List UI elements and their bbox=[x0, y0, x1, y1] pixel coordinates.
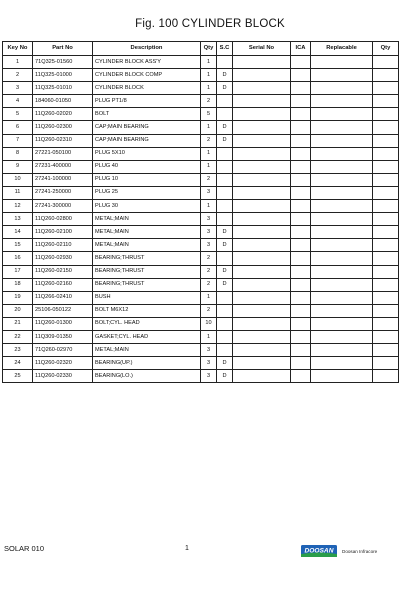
part-no-cell: 27231-400000 bbox=[33, 160, 93, 173]
sc-cell bbox=[217, 56, 233, 69]
replacable-cell bbox=[311, 121, 373, 134]
qty-2-cell bbox=[373, 265, 399, 278]
description-cell: BEARING(LO.) bbox=[93, 370, 201, 383]
table-row bbox=[3, 239, 399, 252]
ica-cell bbox=[291, 82, 311, 95]
part-no-cell: 11Q309-01350 bbox=[33, 330, 93, 343]
qty-2-cell bbox=[373, 160, 399, 173]
serial-no-cell bbox=[233, 69, 291, 82]
description-cell: METAL;MAIN bbox=[93, 344, 201, 357]
description-cell: PLUG 10 bbox=[93, 173, 201, 186]
part-no-cell: 11Q260-02320 bbox=[33, 357, 93, 370]
serial-no-cell bbox=[233, 357, 291, 370]
col-serial-no: Serial No bbox=[233, 42, 291, 56]
sc-cell: D bbox=[217, 357, 233, 370]
serial-no-cell bbox=[233, 330, 291, 343]
qty-cell: 2 bbox=[201, 134, 217, 147]
serial-no-cell bbox=[233, 108, 291, 121]
ica-cell bbox=[291, 56, 311, 69]
sc-cell bbox=[217, 330, 233, 343]
col-qty-2: Qty bbox=[373, 42, 399, 56]
part-no-cell: 11Q260-02150 bbox=[33, 265, 93, 278]
serial-no-cell bbox=[233, 344, 291, 357]
key-no-cell: 16 bbox=[3, 252, 33, 265]
sc-cell bbox=[217, 95, 233, 108]
table-row bbox=[3, 160, 399, 173]
replacable-cell bbox=[311, 56, 373, 69]
sc-cell bbox=[217, 160, 233, 173]
serial-no-cell bbox=[233, 56, 291, 69]
qty-2-cell bbox=[373, 186, 399, 199]
col-ica: ICA bbox=[291, 42, 311, 56]
sc-cell: D bbox=[217, 134, 233, 147]
description-cell: PLUG 40 bbox=[93, 160, 201, 173]
replacable-cell bbox=[311, 357, 373, 370]
key-no-cell: 19 bbox=[3, 291, 33, 304]
table-row bbox=[3, 278, 399, 291]
ica-cell bbox=[291, 134, 311, 147]
doosan-logo bbox=[301, 545, 337, 557]
ica-cell bbox=[291, 173, 311, 186]
qty-cell: 1 bbox=[201, 121, 217, 134]
part-no-cell: 11Q260-02310 bbox=[33, 134, 93, 147]
sc-cell bbox=[217, 213, 233, 226]
replacable-cell bbox=[311, 213, 373, 226]
description-cell: METAL;MAIN bbox=[93, 239, 201, 252]
replacable-cell bbox=[311, 265, 373, 278]
ica-cell bbox=[291, 317, 311, 330]
sc-cell bbox=[217, 186, 233, 199]
sc-cell bbox=[217, 344, 233, 357]
qty-cell: 3 bbox=[201, 357, 217, 370]
ica-cell bbox=[291, 304, 311, 317]
key-no-cell: 21 bbox=[3, 317, 33, 330]
description-cell: BEARING;THRUST bbox=[93, 252, 201, 265]
ica-cell bbox=[291, 252, 311, 265]
serial-no-cell bbox=[233, 95, 291, 108]
description-cell: BOLT M6X12 bbox=[93, 304, 201, 317]
description-cell: CAP;MAIN BEARING bbox=[93, 134, 201, 147]
serial-no-cell bbox=[233, 82, 291, 95]
qty-2-cell bbox=[373, 239, 399, 252]
table-row bbox=[3, 108, 399, 121]
replacable-cell bbox=[311, 160, 373, 173]
description-cell: PLUG 25 bbox=[93, 186, 201, 199]
part-no-cell: 27241-100000 bbox=[33, 173, 93, 186]
replacable-cell bbox=[311, 82, 373, 95]
table-row bbox=[3, 265, 399, 278]
part-no-cell: 11Q260-02020 bbox=[33, 108, 93, 121]
logo-text: DOOSAN bbox=[304, 547, 334, 555]
description-cell: BEARING;THRUST bbox=[93, 278, 201, 291]
brand-block bbox=[301, 545, 377, 557]
serial-no-cell bbox=[233, 304, 291, 317]
sc-cell bbox=[217, 317, 233, 330]
serial-no-cell bbox=[233, 252, 291, 265]
replacable-cell bbox=[311, 278, 373, 291]
part-no-cell: 11Q325-01010 bbox=[33, 82, 93, 95]
part-no-cell: 11Q260-02100 bbox=[33, 226, 93, 239]
description-cell: CYLINDER BLOCK ASS'Y bbox=[93, 56, 201, 69]
key-no-cell: 11 bbox=[3, 186, 33, 199]
description-cell: CYLINDER BLOCK bbox=[93, 82, 201, 95]
qty-2-cell bbox=[373, 330, 399, 343]
description-cell: BEARING;THRUST bbox=[93, 265, 201, 278]
ica-cell bbox=[291, 121, 311, 134]
ica-cell bbox=[291, 265, 311, 278]
sc-cell: D bbox=[217, 265, 233, 278]
qty-2-cell bbox=[373, 173, 399, 186]
serial-no-cell bbox=[233, 226, 291, 239]
qty-cell: 2 bbox=[201, 173, 217, 186]
qty-2-cell bbox=[373, 147, 399, 160]
qty-2-cell bbox=[373, 226, 399, 239]
replacable-cell bbox=[311, 200, 373, 213]
col-key-no: Key No bbox=[3, 42, 33, 56]
col-replacable: Replacable bbox=[311, 42, 373, 56]
replacable-cell bbox=[311, 108, 373, 121]
replacable-cell bbox=[311, 186, 373, 199]
page-title: Fig. 100 CYLINDER BLOCK bbox=[135, 18, 285, 30]
key-no-cell: 18 bbox=[3, 278, 33, 291]
part-no-cell: 11Q260-02330 bbox=[33, 370, 93, 383]
qty-cell: 2 bbox=[201, 95, 217, 108]
model-label: SOLAR 010 bbox=[4, 544, 45, 553]
description-cell: BEARING(UP.) bbox=[93, 357, 201, 370]
qty-2-cell bbox=[373, 108, 399, 121]
sc-cell: D bbox=[217, 69, 233, 82]
replacable-cell bbox=[311, 134, 373, 147]
description-cell: METAL;MAIN bbox=[93, 226, 201, 239]
key-no-cell: 14 bbox=[3, 226, 33, 239]
replacable-cell bbox=[311, 252, 373, 265]
col-qty: Qty bbox=[201, 42, 217, 56]
qty-cell: 3 bbox=[201, 226, 217, 239]
replacable-cell bbox=[311, 69, 373, 82]
description-cell: CAP;MAIN BEARING bbox=[93, 121, 201, 134]
sc-cell: D bbox=[217, 121, 233, 134]
qty-cell: 10 bbox=[201, 317, 217, 330]
part-no-cell: 184060-01050 bbox=[33, 95, 93, 108]
replacable-cell bbox=[311, 317, 373, 330]
table-row bbox=[3, 200, 399, 213]
key-no-cell: 8 bbox=[3, 147, 33, 160]
sc-cell bbox=[217, 200, 233, 213]
qty-2-cell bbox=[373, 82, 399, 95]
qty-2-cell bbox=[373, 56, 399, 69]
sc-cell bbox=[217, 173, 233, 186]
ica-cell bbox=[291, 200, 311, 213]
qty-2-cell bbox=[373, 121, 399, 134]
qty-cell: 1 bbox=[201, 69, 217, 82]
key-no-cell: 20 bbox=[3, 304, 33, 317]
table-row bbox=[3, 330, 399, 343]
sc-cell: D bbox=[217, 82, 233, 95]
key-no-cell: 23 bbox=[3, 344, 33, 357]
qty-2-cell bbox=[373, 357, 399, 370]
description-cell: PLUG 5X10 bbox=[93, 147, 201, 160]
key-no-cell: 3 bbox=[3, 82, 33, 95]
qty-cell: 3 bbox=[201, 344, 217, 357]
sc-cell: D bbox=[217, 278, 233, 291]
table-row bbox=[3, 134, 399, 147]
table-row bbox=[3, 357, 399, 370]
part-no-cell: 71Q325-01560 bbox=[33, 56, 93, 69]
qty-2-cell bbox=[373, 304, 399, 317]
serial-no-cell bbox=[233, 317, 291, 330]
table-row bbox=[3, 213, 399, 226]
qty-cell: 3 bbox=[201, 239, 217, 252]
key-no-cell: 25 bbox=[3, 370, 33, 383]
sc-cell bbox=[217, 291, 233, 304]
part-no-cell: 25106-050122 bbox=[33, 304, 93, 317]
qty-cell: 5 bbox=[201, 108, 217, 121]
qty-2-cell bbox=[373, 213, 399, 226]
key-no-cell: 17 bbox=[3, 265, 33, 278]
part-no-cell: 27241-250000 bbox=[33, 186, 93, 199]
table-row bbox=[3, 95, 399, 108]
table-row bbox=[3, 69, 399, 82]
part-no-cell: 11Q266-02410 bbox=[33, 291, 93, 304]
serial-no-cell bbox=[233, 134, 291, 147]
part-no-cell: 27221-050100 bbox=[33, 147, 93, 160]
qty-2-cell bbox=[373, 134, 399, 147]
key-no-cell: 10 bbox=[3, 173, 33, 186]
ica-cell bbox=[291, 186, 311, 199]
qty-cell: 1 bbox=[201, 330, 217, 343]
description-cell: PLUG 30 bbox=[93, 200, 201, 213]
description-cell: BOLT;CYL. HEAD bbox=[93, 317, 201, 330]
sc-cell bbox=[217, 304, 233, 317]
ica-cell bbox=[291, 213, 311, 226]
table-row bbox=[3, 370, 399, 383]
qty-2-cell bbox=[373, 344, 399, 357]
description-cell: GASKET;CYL. HEAD bbox=[93, 330, 201, 343]
ica-cell bbox=[291, 239, 311, 252]
part-no-cell: 27241-300000 bbox=[33, 200, 93, 213]
qty-cell: 1 bbox=[201, 147, 217, 160]
key-no-cell: 12 bbox=[3, 200, 33, 213]
serial-no-cell bbox=[233, 278, 291, 291]
qty-2-cell bbox=[373, 95, 399, 108]
ica-cell bbox=[291, 108, 311, 121]
table-row bbox=[3, 121, 399, 134]
key-no-cell: 9 bbox=[3, 160, 33, 173]
table-header-row bbox=[3, 42, 399, 56]
serial-no-cell bbox=[233, 370, 291, 383]
part-no-cell: 11Q260-02930 bbox=[33, 252, 93, 265]
description-cell: BOLT bbox=[93, 108, 201, 121]
qty-2-cell bbox=[373, 317, 399, 330]
serial-no-cell bbox=[233, 173, 291, 186]
key-no-cell: 2 bbox=[3, 69, 33, 82]
qty-cell: 3 bbox=[201, 186, 217, 199]
qty-2-cell bbox=[373, 69, 399, 82]
serial-no-cell bbox=[233, 200, 291, 213]
description-cell: PLUG PT1/8 bbox=[93, 95, 201, 108]
ica-cell bbox=[291, 69, 311, 82]
qty-cell: 3 bbox=[201, 370, 217, 383]
replacable-cell bbox=[311, 370, 373, 383]
table-row bbox=[3, 317, 399, 330]
parts-table bbox=[2, 41, 399, 383]
replacable-cell bbox=[311, 173, 373, 186]
part-no-cell: 11Q260-02800 bbox=[33, 213, 93, 226]
table-row bbox=[3, 291, 399, 304]
ica-cell bbox=[291, 330, 311, 343]
qty-cell: 1 bbox=[201, 291, 217, 304]
part-no-cell: 11Q260-02160 bbox=[33, 278, 93, 291]
key-no-cell: 7 bbox=[3, 134, 33, 147]
page-number: 1 bbox=[185, 545, 189, 552]
col-part-no: Part No bbox=[33, 42, 93, 56]
table-row bbox=[3, 344, 399, 357]
ica-cell bbox=[291, 291, 311, 304]
qty-2-cell bbox=[373, 370, 399, 383]
serial-no-cell bbox=[233, 147, 291, 160]
replacable-cell bbox=[311, 226, 373, 239]
sc-cell: D bbox=[217, 239, 233, 252]
ica-cell bbox=[291, 95, 311, 108]
description-cell: BUSH bbox=[93, 291, 201, 304]
qty-2-cell bbox=[373, 200, 399, 213]
part-no-cell: 11Q260-01300 bbox=[33, 317, 93, 330]
part-no-cell: 11Q260-02110 bbox=[33, 239, 93, 252]
serial-no-cell bbox=[233, 160, 291, 173]
replacable-cell bbox=[311, 344, 373, 357]
ica-cell bbox=[291, 160, 311, 173]
qty-cell: 1 bbox=[201, 82, 217, 95]
key-no-cell: 5 bbox=[3, 108, 33, 121]
part-no-cell: 11Q325-01000 bbox=[33, 69, 93, 82]
table-row bbox=[3, 56, 399, 69]
qty-2-cell bbox=[373, 291, 399, 304]
part-no-cell: 11Q260-02300 bbox=[33, 121, 93, 134]
key-no-cell: 13 bbox=[3, 213, 33, 226]
table-row bbox=[3, 147, 399, 160]
key-no-cell: 22 bbox=[3, 330, 33, 343]
table-row bbox=[3, 226, 399, 239]
replacable-cell bbox=[311, 95, 373, 108]
qty-cell: 2 bbox=[201, 265, 217, 278]
table-row bbox=[3, 173, 399, 186]
table-row bbox=[3, 304, 399, 317]
ica-cell bbox=[291, 147, 311, 160]
qty-2-cell bbox=[373, 252, 399, 265]
ica-cell bbox=[291, 226, 311, 239]
ica-cell bbox=[291, 278, 311, 291]
qty-cell: 2 bbox=[201, 278, 217, 291]
key-no-cell: 15 bbox=[3, 239, 33, 252]
description-cell: METAL;MAIN bbox=[93, 213, 201, 226]
key-no-cell: 1 bbox=[3, 56, 33, 69]
part-no-cell: 71Q260-02970 bbox=[33, 344, 93, 357]
replacable-cell bbox=[311, 304, 373, 317]
key-no-cell: 24 bbox=[3, 357, 33, 370]
qty-cell: 1 bbox=[201, 200, 217, 213]
brand-name: Doosan Infracore bbox=[342, 548, 378, 554]
qty-cell: 3 bbox=[201, 213, 217, 226]
qty-cell: 1 bbox=[201, 160, 217, 173]
sc-cell bbox=[217, 108, 233, 121]
col-sc: S.C bbox=[217, 42, 233, 56]
qty-cell: 2 bbox=[201, 252, 217, 265]
serial-no-cell bbox=[233, 186, 291, 199]
serial-no-cell bbox=[233, 291, 291, 304]
sc-cell: D bbox=[217, 370, 233, 383]
ica-cell bbox=[291, 357, 311, 370]
replacable-cell bbox=[311, 147, 373, 160]
sc-cell bbox=[217, 252, 233, 265]
replacable-cell bbox=[311, 239, 373, 252]
ica-cell bbox=[291, 344, 311, 357]
key-no-cell: 4 bbox=[3, 95, 33, 108]
table-row bbox=[3, 82, 399, 95]
table-row bbox=[3, 252, 399, 265]
col-description: Description bbox=[93, 42, 201, 56]
replacable-cell bbox=[311, 330, 373, 343]
key-no-cell: 6 bbox=[3, 121, 33, 134]
serial-no-cell bbox=[233, 239, 291, 252]
serial-no-cell bbox=[233, 265, 291, 278]
description-cell: CYLINDER BLOCK COMP bbox=[93, 69, 201, 82]
serial-no-cell bbox=[233, 121, 291, 134]
serial-no-cell bbox=[233, 213, 291, 226]
qty-cell: 1 bbox=[201, 56, 217, 69]
replacable-cell bbox=[311, 291, 373, 304]
sc-cell: D bbox=[217, 226, 233, 239]
sc-cell bbox=[217, 147, 233, 160]
ica-cell bbox=[291, 370, 311, 383]
table-row bbox=[3, 186, 399, 199]
qty-cell: 2 bbox=[201, 304, 217, 317]
qty-2-cell bbox=[373, 278, 399, 291]
